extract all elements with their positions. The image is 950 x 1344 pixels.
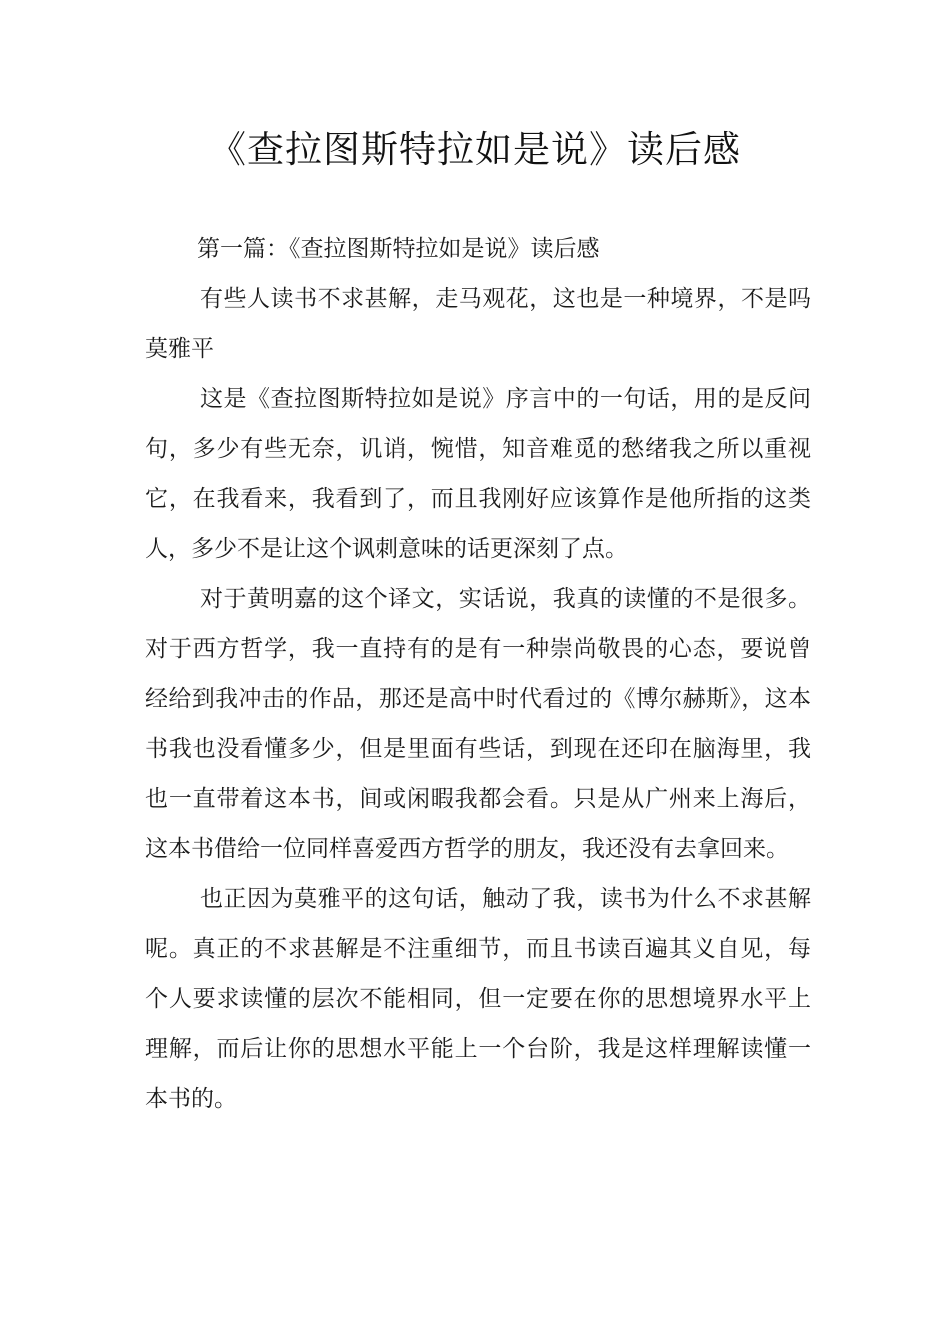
paragraph-1: 有些人读书不求甚解，走马观花，这也是一种境界，不是吗 莫雅平 — [145, 286, 811, 362]
paragraph-2: 这是《查拉图斯特拉如是说》序言中的一句话，用的是反问句，多少有些无奈，讥诮，惋惜，知音难觅的愁绪我之所以重视它，在我看来，我看到了，而且我刚好应该算作是他所指的这类人，多少不是让这个讽刺意味的话更深刻了点。 — [145, 386, 811, 562]
section-heading: 第一篇：《查拉图斯特拉如是说》读后感 — [197, 236, 600, 262]
paragraph-3: 对于黄明嘉的这个译文，实话说，我真的读懂的不是很多。对于西方哲学，我一直持有的是有一种崇尚敬畏的心态，要说曾经给到我冲击的作品，那还是高中时代看过的《博尔赫斯》，这本书我也没看懂多少，但是里面有些话，到现在还印在脑海里，我也一直带着这本书，间或闲暇我都会看。只是从广州来上海后，这本书借给一位同样喜爱西方哲学的朋友，我还没有去拿回来。 — [145, 586, 811, 862]
document-body — [145, 224, 811, 1124]
document-title: 《查拉图斯特拉如是说》读后感 — [209, 128, 741, 171]
paragraph-4: 也正因为莫雅平的这句话，触动了我，读书为什么不求甚解呢。真正的不求甚解是不注重细节，而且书读百遍其义自见，每个人要求读懂的层次不能相同，但一定要在你的思想境界水平上理解，而后让你的思想水平能上一个台阶，我是这样理解读懂一本书的。 — [145, 886, 811, 1112]
